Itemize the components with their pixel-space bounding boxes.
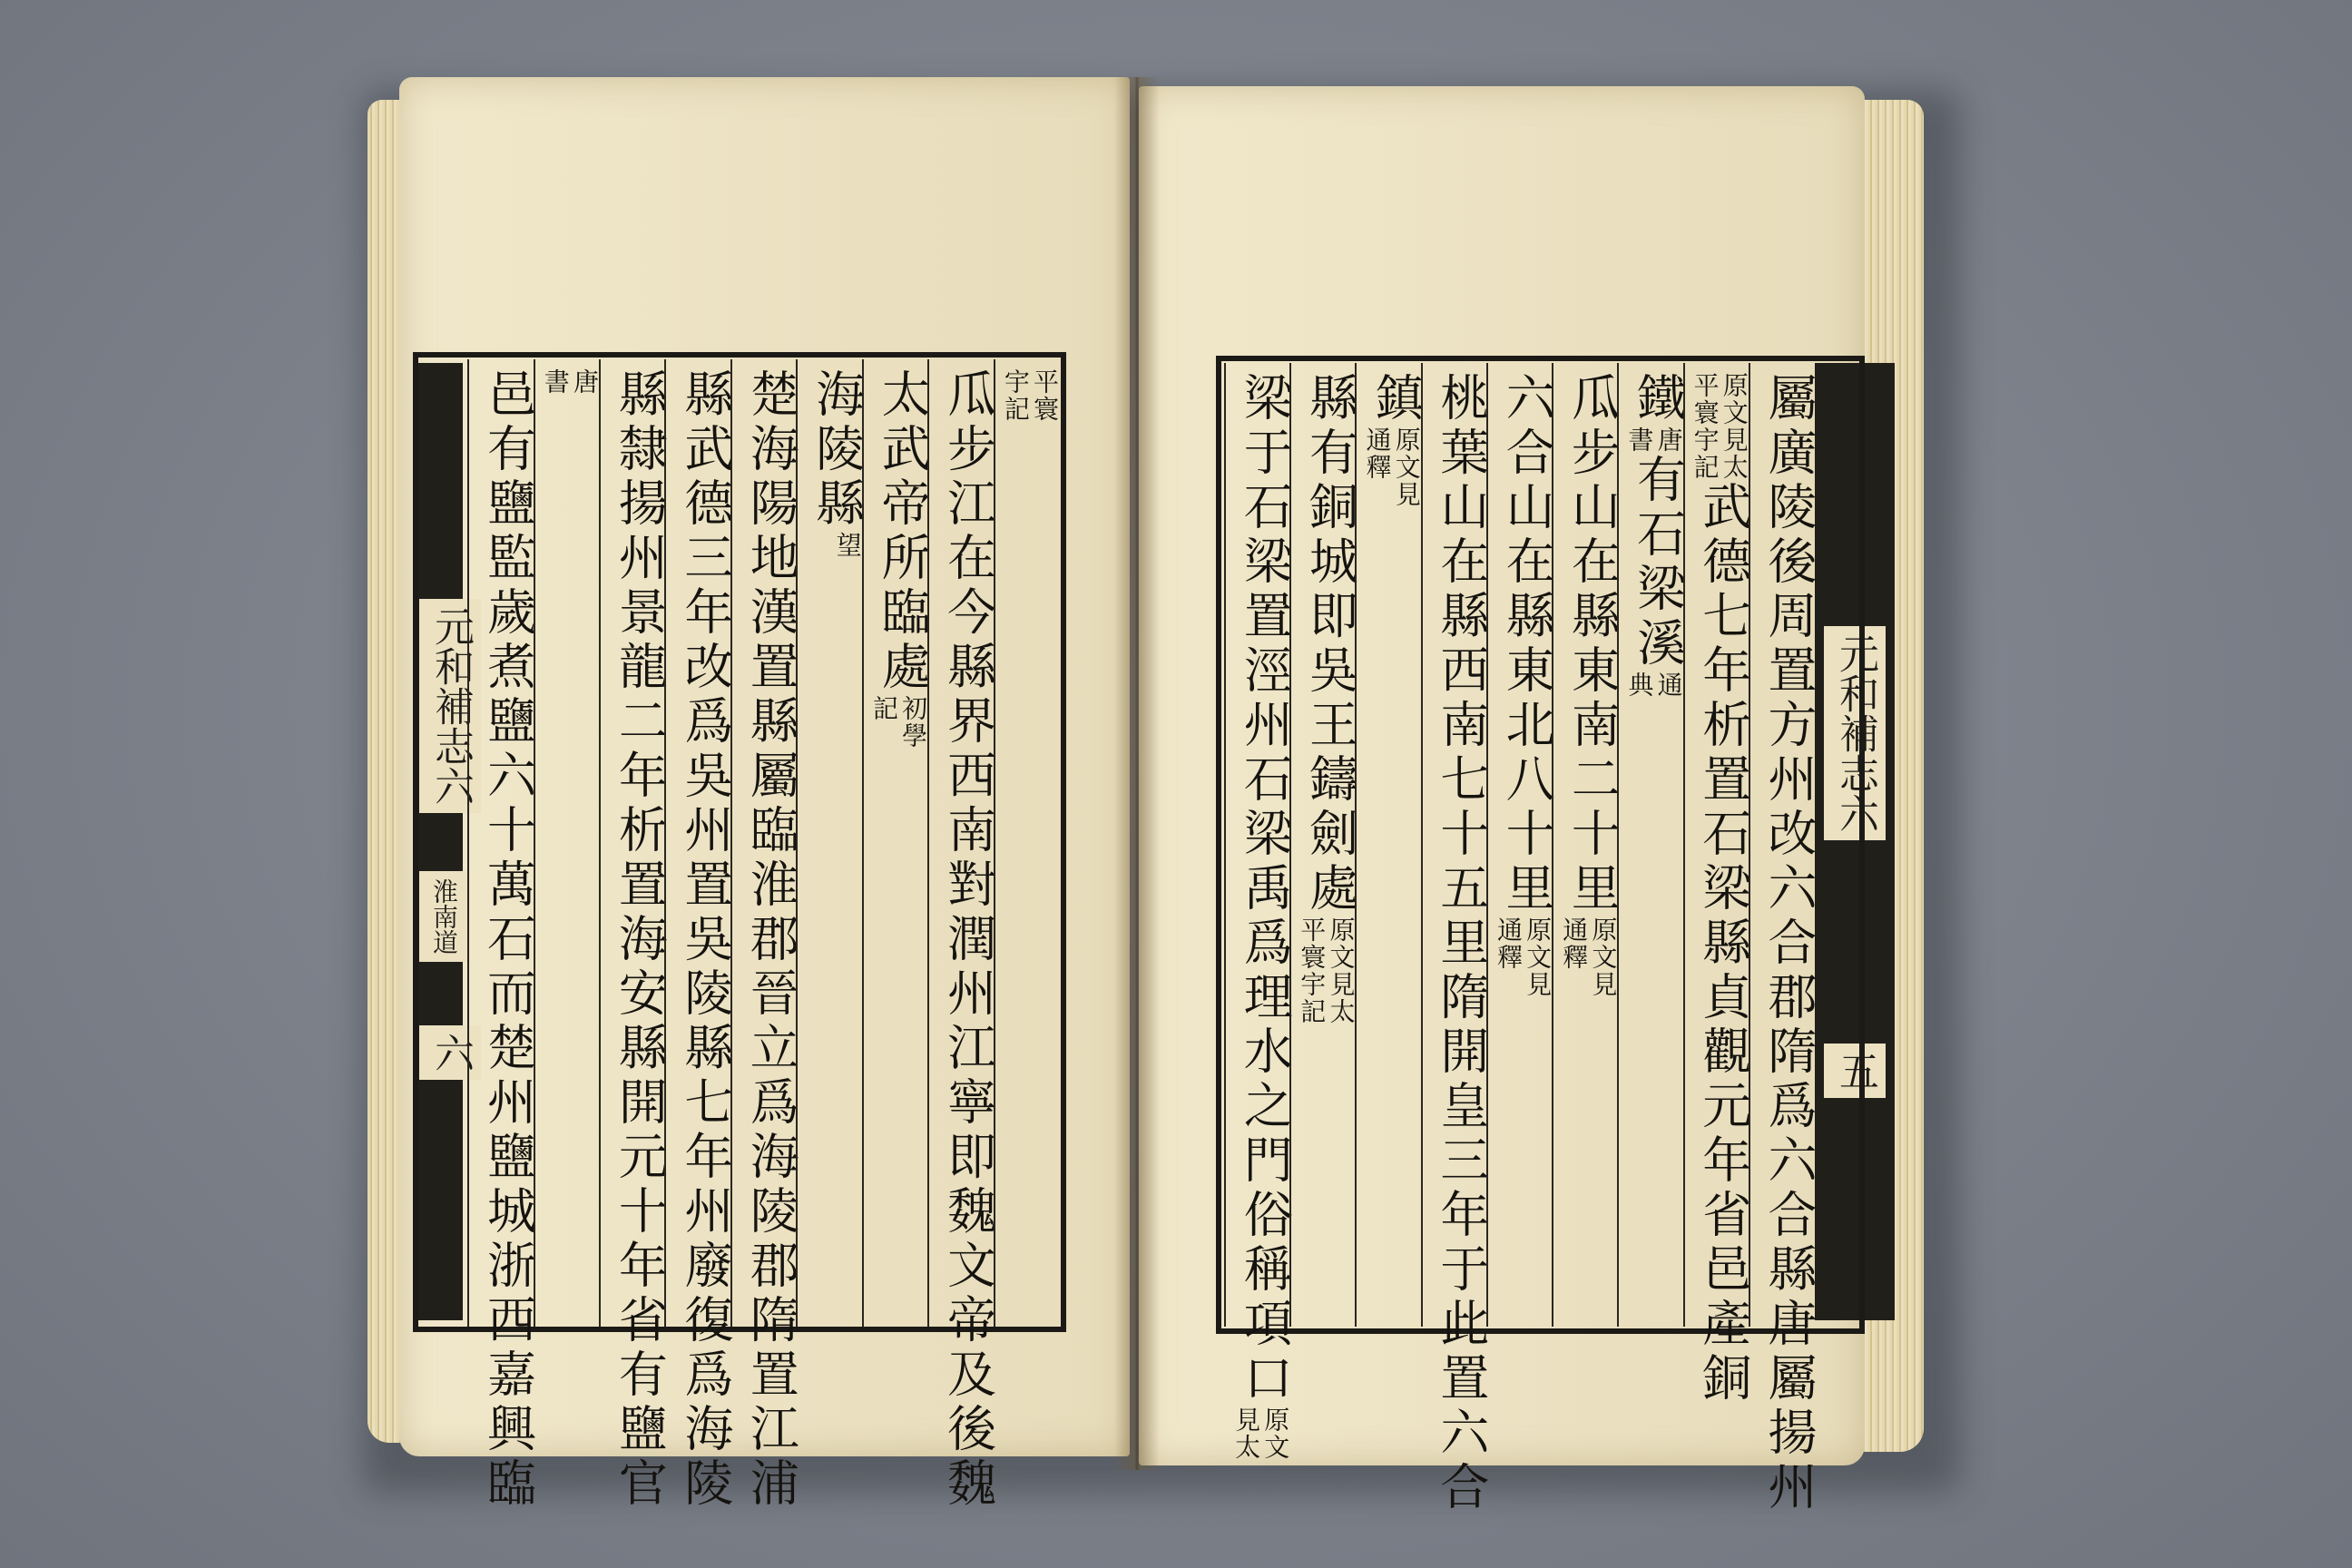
double-line-annotation xyxy=(1362,426,1420,508)
main-text: 海陵縣 xyxy=(808,368,866,532)
right-margin-folio: 五 xyxy=(1824,1044,1886,1098)
annotation-line: 原文見 xyxy=(1391,426,1422,508)
book-gutter xyxy=(1114,77,1160,1470)
annotation-line: 唐 xyxy=(1653,426,1684,454)
main-text: 瓜步江在今縣界西南對潤州江寧即魏文帝及後魏 xyxy=(939,368,997,1512)
text-column xyxy=(862,359,932,1327)
annotation-line: 通 xyxy=(1653,671,1684,699)
annotation-line: 望 xyxy=(832,532,863,559)
annotation-line: 初學 xyxy=(898,695,929,750)
main-text: 縣有銅城即吳王鑄劍處 xyxy=(1301,372,1359,916)
annotation-line: 通釋 xyxy=(1493,916,1524,971)
text-column xyxy=(1224,363,1294,1461)
double-line-annotation xyxy=(869,695,927,750)
left-margin-section: 淮南道 xyxy=(419,871,469,962)
annotation-line: 書 xyxy=(540,368,571,396)
text-column xyxy=(1552,363,1622,1327)
right-text-columns xyxy=(1224,363,1818,1515)
main-text: 瓜步山在縣東南二十里 xyxy=(1563,372,1622,916)
main-text: 太武帝所臨處 xyxy=(874,368,932,695)
text-column xyxy=(1683,363,1752,1406)
text-column xyxy=(664,359,734,1512)
annotation-line: 通釋 xyxy=(1362,426,1393,481)
text-column xyxy=(467,359,537,1512)
double-line-annotation xyxy=(1297,916,1355,1025)
annotation-line: 記 xyxy=(868,695,899,722)
annotation-line: 典 xyxy=(1624,671,1655,699)
annotation-line: 書 xyxy=(1624,426,1655,454)
text-column xyxy=(599,359,669,1512)
annotation-line: 原文見 xyxy=(1523,916,1553,998)
annotation-line: 通釋 xyxy=(1559,916,1590,971)
annotation-line: 平寰宇記 xyxy=(1690,372,1720,481)
double-line-annotation xyxy=(1494,916,1552,998)
main-text: 邑有鹽監歲煮鹽六十萬石而楚州鹽城浙西嘉興臨 xyxy=(479,368,537,1512)
main-text: 縣隸揚州景龍二年析置海安縣開元十年省有鹽官 xyxy=(611,368,669,1512)
left-text-columns xyxy=(467,359,1060,1512)
text-column xyxy=(534,359,599,1327)
annotation-line: 宇記 xyxy=(1000,368,1031,423)
double-line-annotation xyxy=(1624,426,1682,454)
double-line-annotation xyxy=(1559,916,1617,998)
main-text: 鐵 xyxy=(1629,372,1687,426)
right-margin-title: 元和補志六 xyxy=(1824,626,1886,840)
text-column xyxy=(1421,363,1490,1515)
annotation-line: 平寰宇記 xyxy=(1297,916,1328,1025)
text-column xyxy=(1617,363,1687,1327)
double-line-annotation xyxy=(541,368,599,396)
main-text: 武德七年析置石梁縣貞觀元年省邑產銅 xyxy=(1694,481,1752,1406)
main-text: 鎮 xyxy=(1367,372,1425,426)
main-text: 屬廣陵後周置方州改六合郡隋爲六合縣唐屬揚州 xyxy=(1760,372,1818,1515)
text-column xyxy=(1486,363,1556,1327)
double-line-annotation xyxy=(1231,1406,1289,1461)
annotation-line: 原文見太 xyxy=(1326,916,1357,1025)
text-column xyxy=(1355,363,1425,1327)
text-column xyxy=(927,359,997,1512)
main-text: 有石梁溪 xyxy=(1629,454,1687,671)
text-column xyxy=(994,359,1059,1327)
annotation-line: 原文見太 xyxy=(1719,372,1749,481)
main-text: 桃葉山在縣西南七十五里隋開皇三年于此置六合 xyxy=(1432,372,1490,1515)
double-line-annotation xyxy=(1001,368,1059,423)
text-column xyxy=(796,359,866,1327)
annotation-line: 平寰 xyxy=(1030,368,1060,423)
main-text: 縣武德三年改爲吳州置吳陵縣七年州廢復爲海陵 xyxy=(676,368,734,1512)
main-text: 楚海陽地漢置縣屬臨淮郡晉立爲海陵郡隋置江浦 xyxy=(742,368,800,1512)
main-text: 梁于石梁置涇州石梁禹爲理水之門俗稱項口 xyxy=(1236,372,1294,1406)
annotation-line: 見太 xyxy=(1231,1406,1262,1461)
text-column xyxy=(1289,363,1359,1327)
double-line-annotation xyxy=(1624,671,1682,699)
annotation-line: 唐 xyxy=(569,368,600,396)
text-column xyxy=(1749,363,1818,1515)
annotation-line: 原文見 xyxy=(1588,916,1619,998)
annotation-line: 原文 xyxy=(1260,1406,1291,1461)
left-margin-title: 元和補志六 xyxy=(419,599,481,813)
main-text: 六合山在縣東北八十里 xyxy=(1498,372,1556,916)
left-margin-folio: 六 xyxy=(419,1025,481,1080)
double-line-annotation xyxy=(833,532,862,559)
text-column xyxy=(730,359,800,1512)
double-line-annotation xyxy=(1690,372,1748,481)
